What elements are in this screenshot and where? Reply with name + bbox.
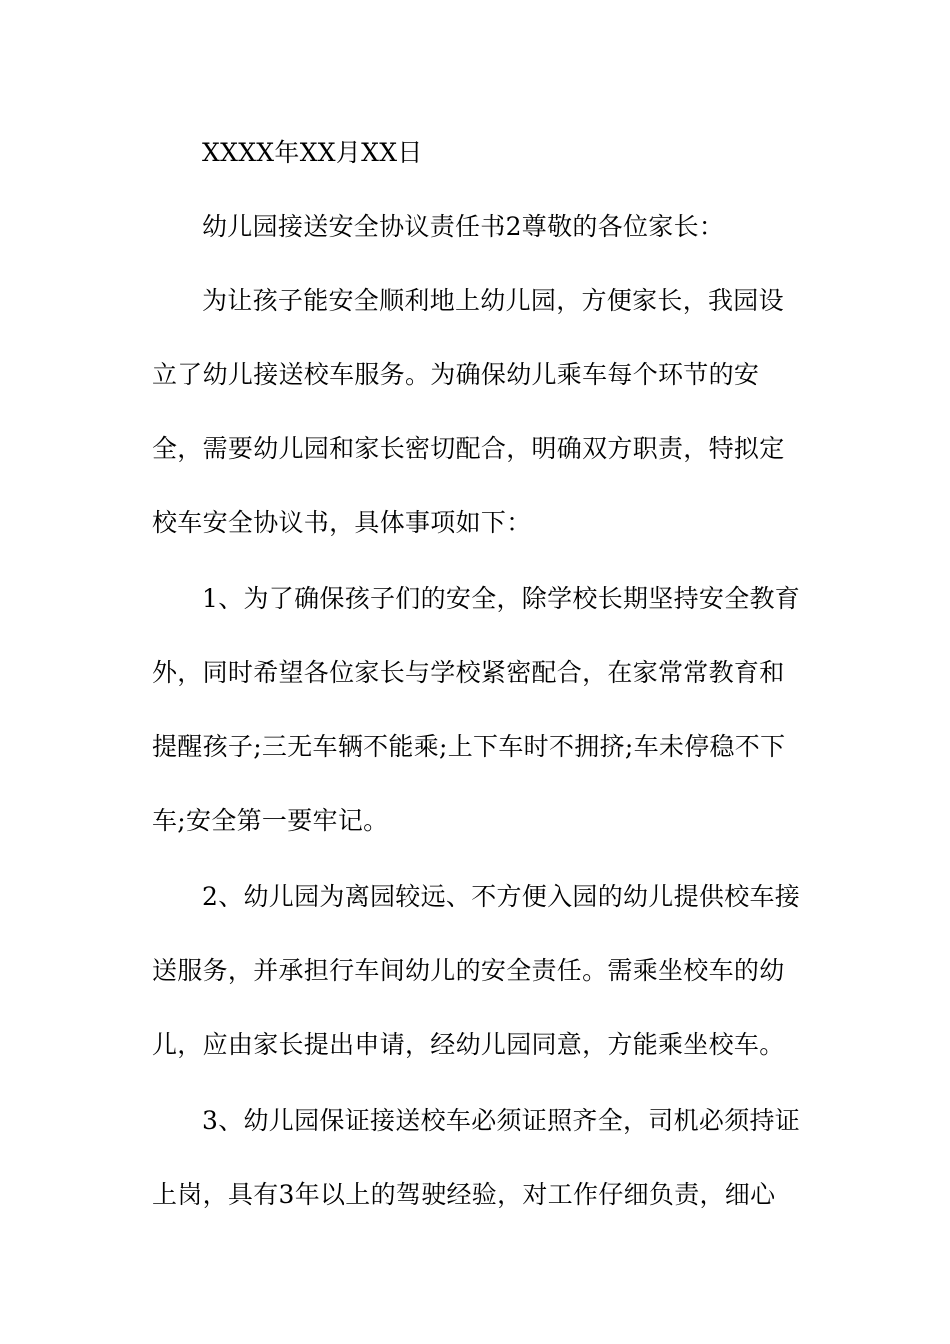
paragraph-line: 校车安全协议书，具体事项如下：	[152, 508, 532, 537]
paragraph-line: 2、幼儿园为离园较远、不方便入园的幼儿提供校车接	[202, 882, 801, 911]
paragraph-line: 车;安全第一要牢记。	[152, 806, 389, 835]
paragraph-line: 全，需要幼儿园和家长密切配合，明确双方职责，特拟定	[152, 434, 785, 463]
paragraph-line: 为让孩子能安全顺利地上幼儿园，方便家长，我园设	[202, 286, 784, 315]
paragraph-line: 儿，应由家长提出申请，经幼儿园同意，方能乘坐校车。	[152, 1030, 785, 1059]
paragraph-line: 提醒孩子;三无车辆不能乘;上下车时不拥挤;车未停稳不下	[152, 732, 786, 761]
paragraph-line: 1、为了确保孩子们的安全，除学校长期坚持安全教育	[202, 584, 801, 613]
paragraph-line: 上岗，具有3年以上的驾驶经验，对工作仔细负责，细心	[152, 1180, 776, 1209]
paragraph-line: 立了幼儿接送校车服务。为确保幼儿乘车每个环节的安	[152, 360, 760, 389]
paragraph-line: 外，同时希望各位家长与学校紧密配合，在家常常教育和	[152, 658, 785, 687]
title-line: 幼儿园接送安全协议责任书2尊敬的各位家长：	[202, 212, 725, 241]
paragraph-line: 送服务，并承担行车间幼儿的安全责任。需乘坐校车的幼	[152, 956, 785, 985]
paragraph-line: 3、幼儿园保证接送校车必须证照齐全，司机必须持证	[202, 1106, 801, 1135]
date-line: XXXX年XX月XX日	[202, 138, 423, 167]
